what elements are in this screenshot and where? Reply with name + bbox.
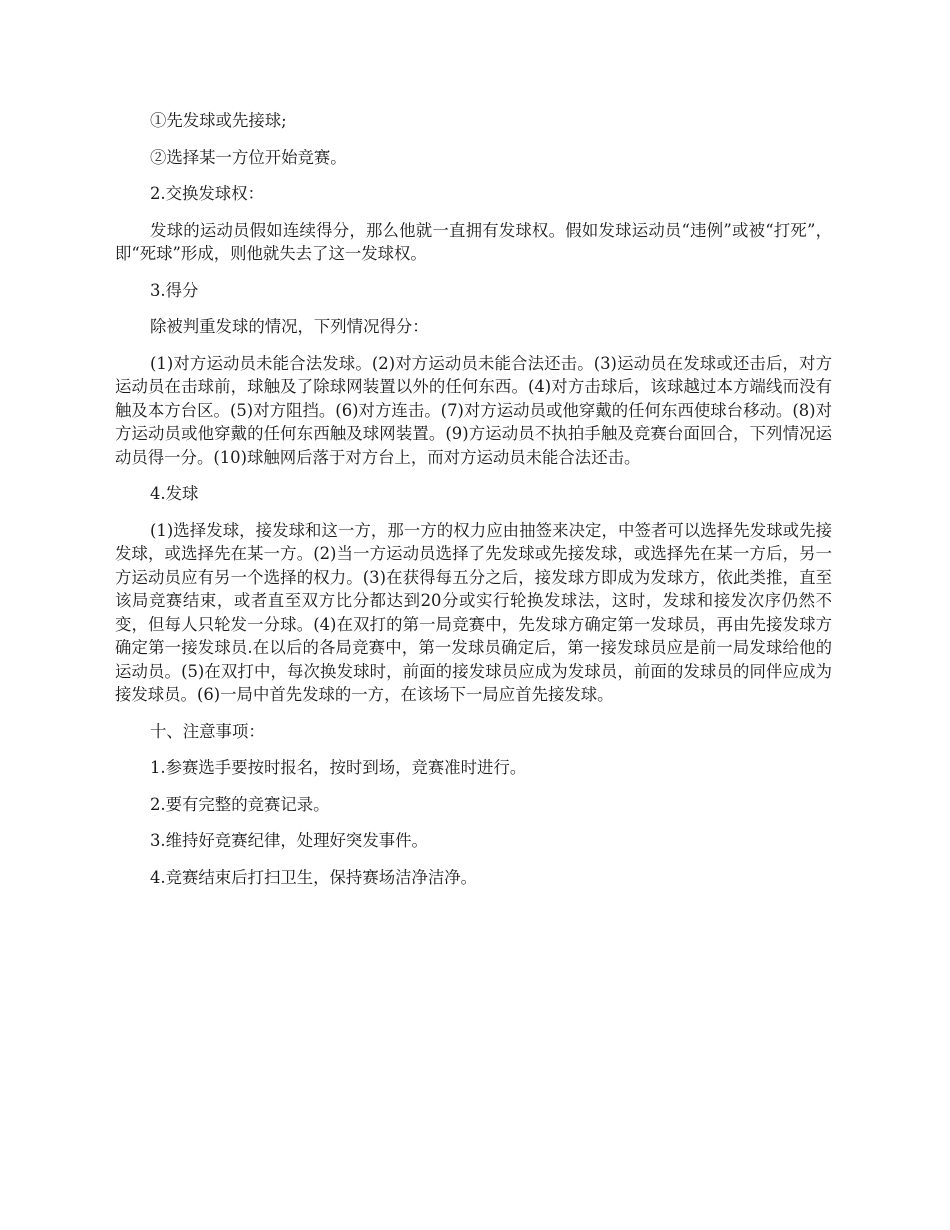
note-item-1: 1.参赛选手要按时报名，按时到场，竞赛准时进行。 — [150, 758, 527, 777]
section-heading-serve-exchange: 2.交换发球权： — [150, 184, 264, 203]
note-item-4: 4.竞赛结束后打扫卫生，保持赛场洁净洁净。 — [150, 867, 478, 887]
option-choose-side: ②选择某一方位开始竞赛。 — [150, 147, 347, 167]
section-heading-notes: 十、注意事项： — [150, 721, 265, 741]
paragraph-scoring-intro: 除被判重发球的情况，下列情况得分： — [150, 317, 429, 336]
section-heading-serve: 4.发球 — [150, 484, 199, 503]
option-first-serve: ①先发球或先接球; — [150, 111, 287, 130]
section-heading-scoring: 3.得分 — [150, 280, 199, 300]
note-item-2: 2.要有完整的竞赛记录。 — [150, 794, 330, 814]
paragraph-serve-rules: (1)选择发球，接发球和这一方，那一方的权力应由抽签来决定，中签者可以选择先发球或先接发球，或选择先在某一方。(2)当一方运动员选择了先发球或先接发球，或选择先在某一方后，另一方运动员应有另一个选择的权力。(3)在获得每五分之后，接发球方即成为发球方，依此类推，直至该局竞赛结束，或者直至双方比分都达到20分或实行轮换发球法，这时，发球和接发次序仍然不变，但每人只轮发一分球。(4)在双打的第一局竞赛中，先发球方确定第一发球员，再由先接发球方确定第一接发球员.在以后的各局竞赛中，第一发球员确定后，第一接发球员应是前一局发球给他的运动员。(5)在双打中，每次换发球时，前面的接发球员应成为发球员，前面的发球员的同伴应成为接发球员。(6)一局中首先发球的一方，在该场下一局应首先接发球。 — [115, 520, 832, 704]
paragraph-scoring-rules: (1)对方运动员未能合法发球。(2)对方运动员未能合法还击。(3)运动员在发球或还击后，对方运动员在击球前，球触及了除球网装置以外的任何东西。(4)对方击球后，该球越过本方端线而没有触及本方台区。(5)对方阻挡。(6)对方连击。(7)对方运动员或他穿戴的任何东西使球台移动。(8)对方运动员或他穿戴的任何东西触及球网装置。(9)方运动员不执拍手触及竞赛台面回合，下列情况运动员得一分。(10)球触网后落于对方台上，而对方运动员未能合法还击。 — [115, 353, 832, 467]
note-item-3: 3.维持好竞赛纪律，处理好突发事件。 — [150, 831, 428, 850]
paragraph-serve-exchange: 发球的运动员假如连续得分，那么他就一直拥有发球权。假如发球运动员“违例”或被“打死”，即“死球”形成，则他就失去了这一发球权。 — [115, 220, 832, 263]
document-body — [115, 109, 832, 902]
